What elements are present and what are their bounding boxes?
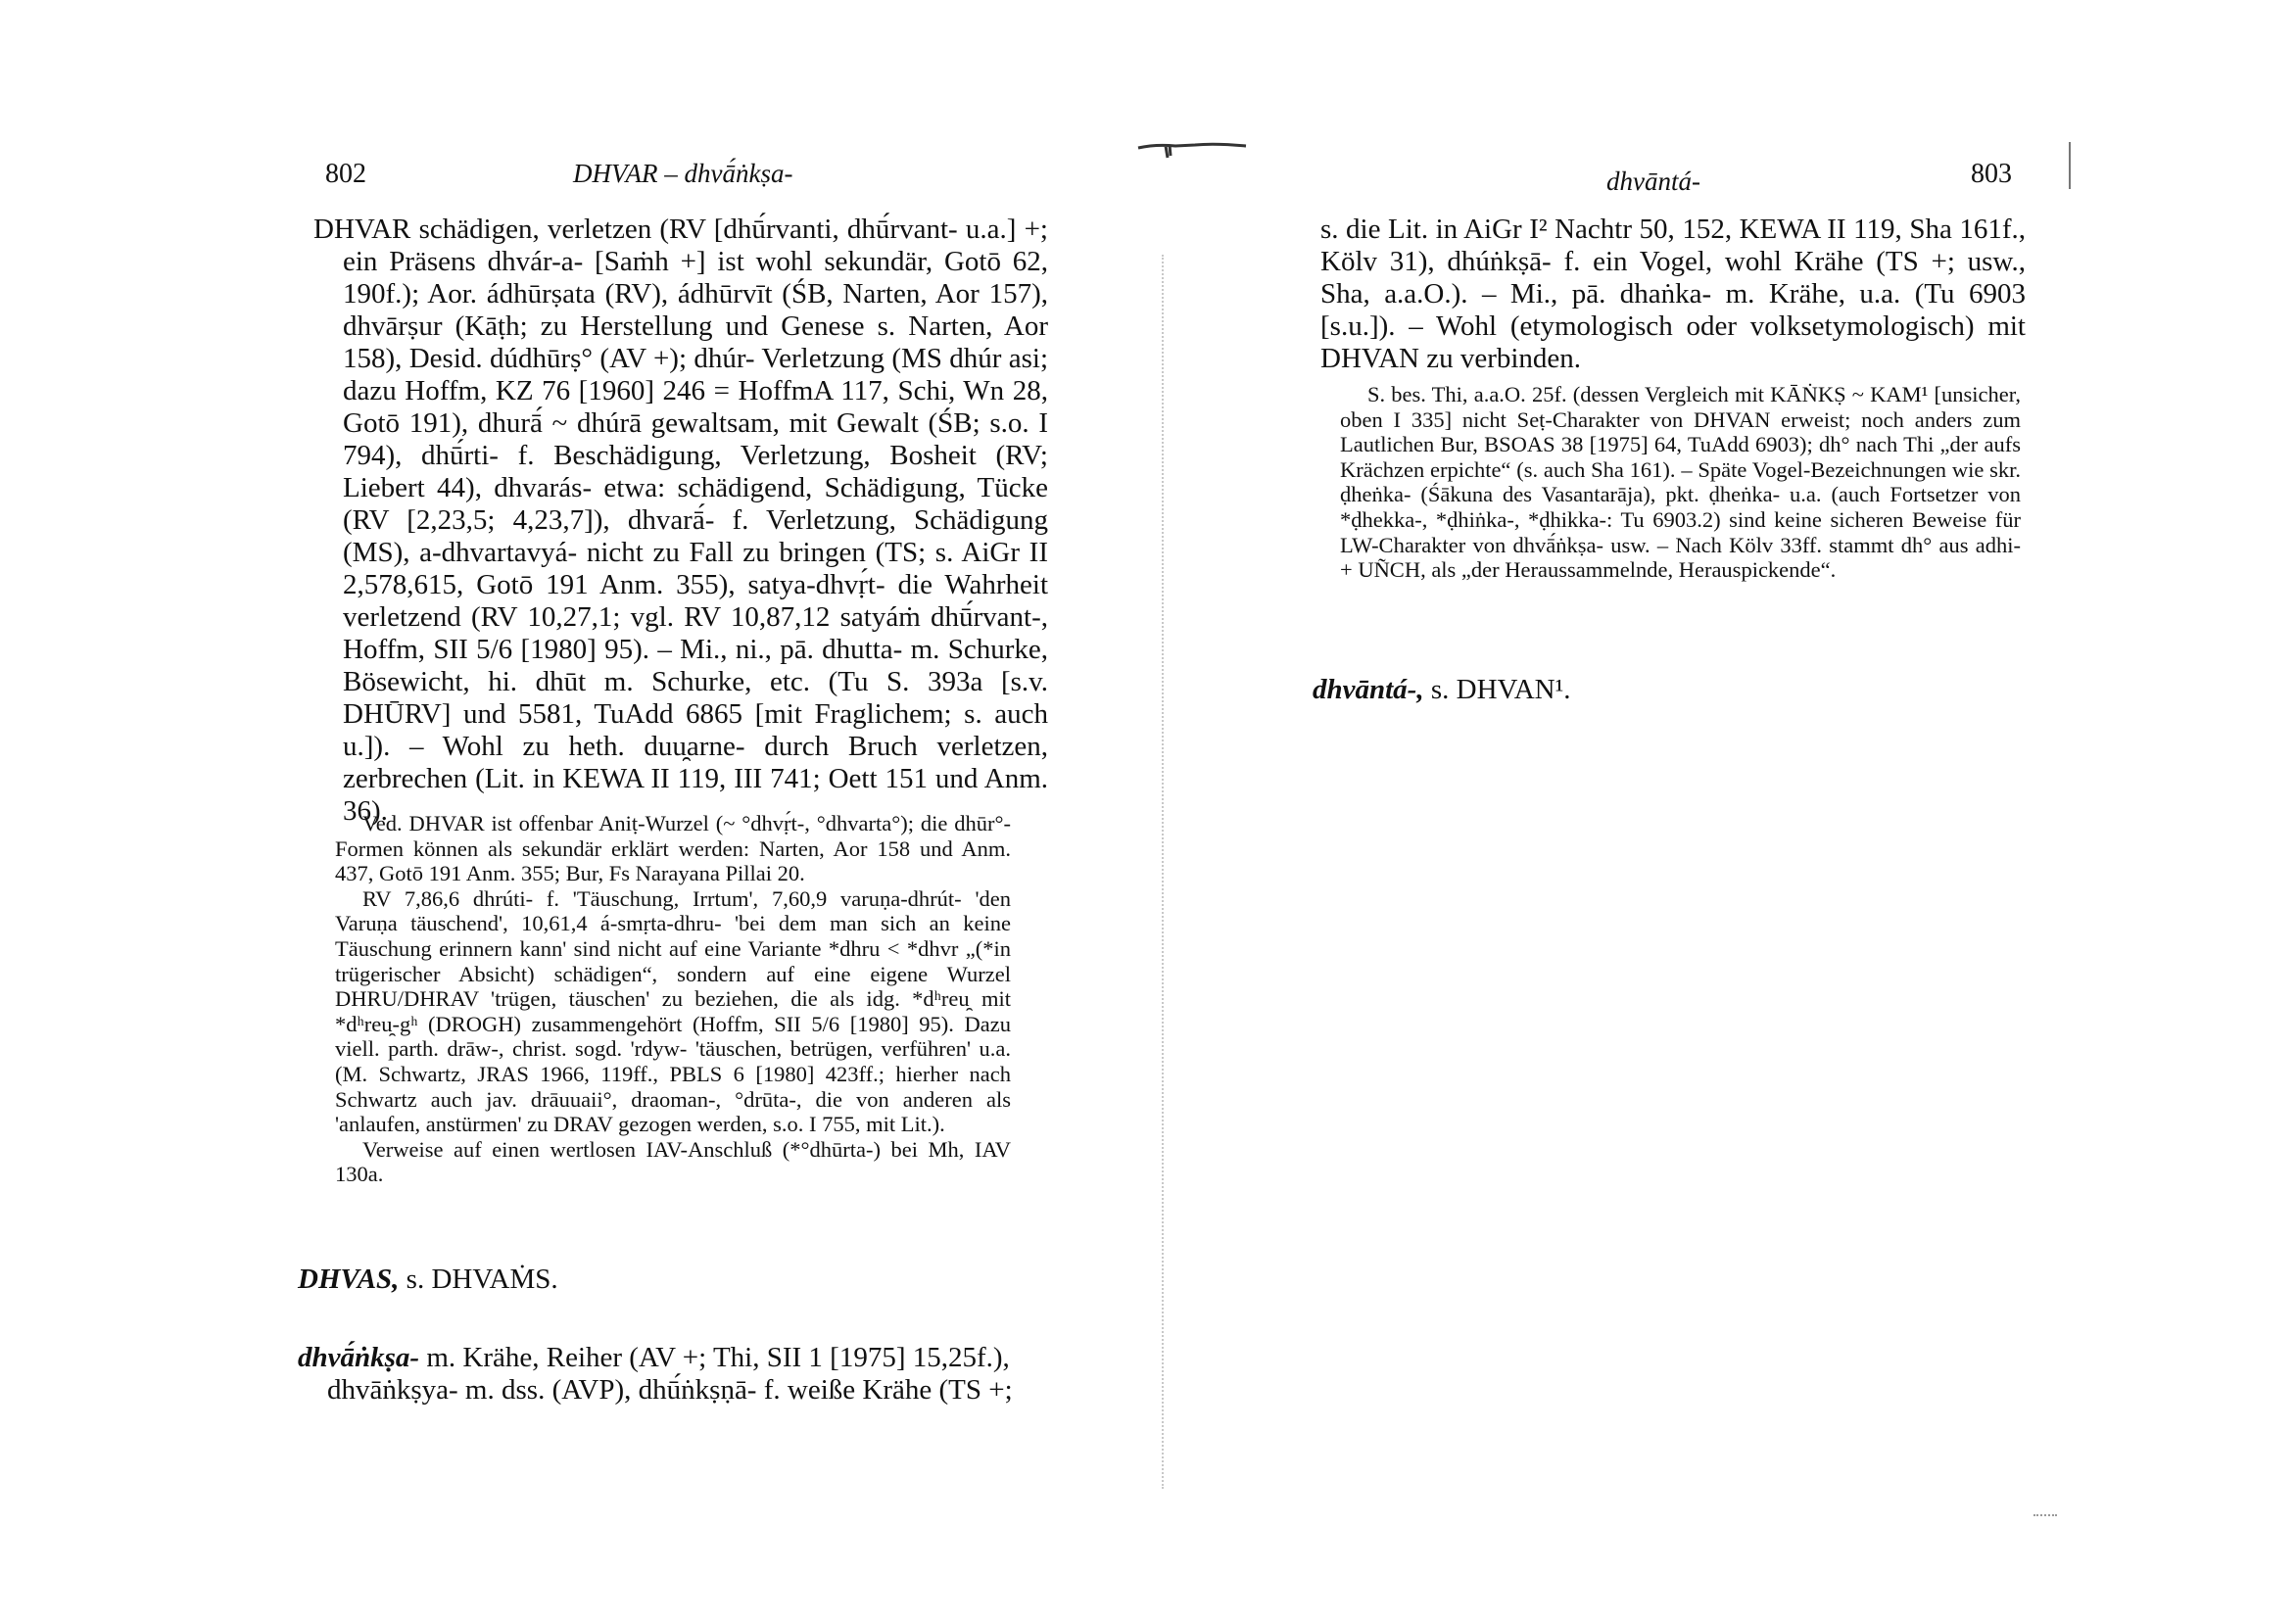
entry-dhvanta (1313, 674, 2018, 706)
notes-block (335, 811, 1011, 1187)
entry-lemma: dhvā́ṅkṣa- (298, 1342, 420, 1373)
running-head: dhvāntá- (1606, 167, 1700, 196)
note-2: RV 7,86,6 dhrúti- f. 'Täuschung, Irrtum', 7,60,9 varuṇa-dhrút- 'den Varuṇa täuschend', 10,61,4 á-smṛta-dhru- 'bei dem man sich an keine Täuschung erinnern kann' sind nicht auf eine Variante *dhru < *dhvr „(*in trügerischer Absicht) schädigen“, sondern auf eine eigene Wurzel DHRU/DHRAV 'trügen, täuschen' zu beziehen, die als idg. *dʰreu̯ mit *dʰreu̯-gʰ (DROGH) zusammengehört (Hoffm, SII 5/6 [1980] 95). Dazu viell. parth. drāw-, christ. sogd. 'rdyw- 'täuschen, betrügen, verführen' u.a. (M. Schwartz, JRAS 1966, 119ff., PBLS 6 [1980] 423ff.; hierher nach Schwartz auch jav. drāuuaii°, draoman-, °drūta-, die von anderen als 'anlaufen, anstürmen' zu DRAV gezogen werden, s.o. I 755, mit Lit.). (335, 885, 1011, 1137)
main-paragraph: DHVAR schädigen, verletzen (RV [dhū́rvanti, dhū́rvant- u.a.] +; ein Präsens dhvár-a- [Saṁh +] ist wohl sekundär, Gotō 62, 190f.); Aor. ádhūrṣata (RV), ádhūrvīt (ŚB, Narten, Aor 157), dhvārṣur (Kāṭh; zu Herstellung und Genese s. Narten, Aor 158), Desid. dúdhūrṣ° (AV +); dhúr- Verletzung (MS dhúr asi; dazu Hoffm, KZ 76 [1960] 246 = HoffmA 117, Schi, Wn 28, Gotō 191), dhurā́ ~ dhúrā gewaltsam, mit Gewalt (ŚB; s.o. I 794), dhū́rti- f. Beschädigung, Verletzung, Bosheit (RV; Liebert 44), dhvarás- etwa: schädigend, Schädigung, Tücke (RV [2,23,5; 4,23,7]), dhvarā́- f. Verletzung, Schädigung (MS), a-dhvartavyá- nicht zu Fall zu bringen (TS; s. AiGr II 2,578,615, Gotō 191 Anm. 355), satya-dhvṛ́t- die Wahrheit verletzend (RV 10,27,1; vgl. RV 10,87,12 satyáṁ dhū́rvant-, Hoffm, SII 5/6 [1980] 95). – Mi., ni., pā. dhutta- m. Schurke, Bösewicht, hi. dhūt m. Schurke, etc. (Tu S. 393a [s.v. DHŪRV] und 5581, TuAdd 6865 [mit Fraglichem; s. auch u.]). – Wohl zu heth. duu̯arne- durch Bruch verletzen, zerbrechen (Lit. in KEWA II 119, III 741; Oett 151 und Anm. 36). (313, 214, 1048, 827)
running-head: DHVAR – dhvā́ṅkṣa- (573, 159, 793, 188)
entry-text: m. Krähe, Reiher (AV +; Thi, SII 1 [1975] 15,25f.), dhvāṅkṣya- m. dss. (AVP), dhū́ṅkṣṇā- f. weiße Krähe (TS +; (327, 1342, 1013, 1406)
main-paragraph: s. die Lit. in AiGr I² Nachtr 50, 152, KEWA II 119, Sha 161f., Kölv 31), dhúṅkṣā- f. ein Vogel, wohl Krähe (TS +; usw., Sha, a.a.O.). – Mi., pā. dhaṅka- m. Krähe, u.a. (Tu 6903 [s.u.]). – Wohl (etymologisch oder volksetymologisch) mit DHVAN zu verbinden. (1320, 214, 2026, 374)
corner-mark (2033, 1514, 2057, 1516)
entry-lemma: dhvāntá-, (1313, 674, 1424, 705)
page-edge-mark (2069, 142, 2075, 189)
note-3: Verweise auf einen wertlosen IAV-Anschluß (*°dhūrta-) bei Mh, IAV 130a. (335, 1136, 1011, 1187)
entry-dhvanksa (298, 1342, 1052, 1407)
entry-lemma: DHVAS, (298, 1264, 400, 1295)
note-1: S. bes. Thi, a.a.O. 25f. (dessen Vergleich mit KĀṄKṢ ~ KAM¹ [unsicher, oben I 335] nicht Seṭ-Charakter von DHVAN erweist; noch anders zum Lautlichen Bur, BSOAS 38 [1975] 64, TuAdd 6903); dh° nach Thi „der aufs Krächzen erpichte“ (s. auch Sha 161). – Späte Vogel-Bezeichnungen wie skr. ḍheṅka- (Śākuna des Vasantarāja), pkt. ḍheṅka- u.a. (auch Fortsetzer von *ḍhekka-, *ḍhiṅka-, *ḍhikka-: Tu 6903.2) sind keine sicheren Beweise für LW-Charakter von dhvā́ṅkṣa- usw. – Nach Kölv 33ff. stammt dh° aus adhi- + UÑCH, als „der Heraussammelnde, Herauspickende“. (1340, 382, 2021, 583)
entry-text: s. DHVAṀS. (406, 1264, 558, 1295)
notes-block (1340, 382, 2021, 583)
entry-dhvas (298, 1264, 1003, 1296)
binding-mark (1136, 140, 1254, 160)
page-number: 802 (325, 159, 366, 189)
note-1: Ved. DHVAR ist offenbar Aniṭ-Wurzel (~ °dhvṛ́t-, °dhvarta°); die dhūr°-Formen können als sekundär erklärt werden: Narten, Aor 158 und Anm. 437, Gotō 191 Anm. 355; Bur, Fs Narayana Pillai 20. (335, 811, 1011, 886)
gutter-shadow (1162, 255, 1166, 1489)
page-number: 803 (1971, 159, 2012, 189)
entry-text: s. DHVAN¹. (1430, 674, 1571, 705)
